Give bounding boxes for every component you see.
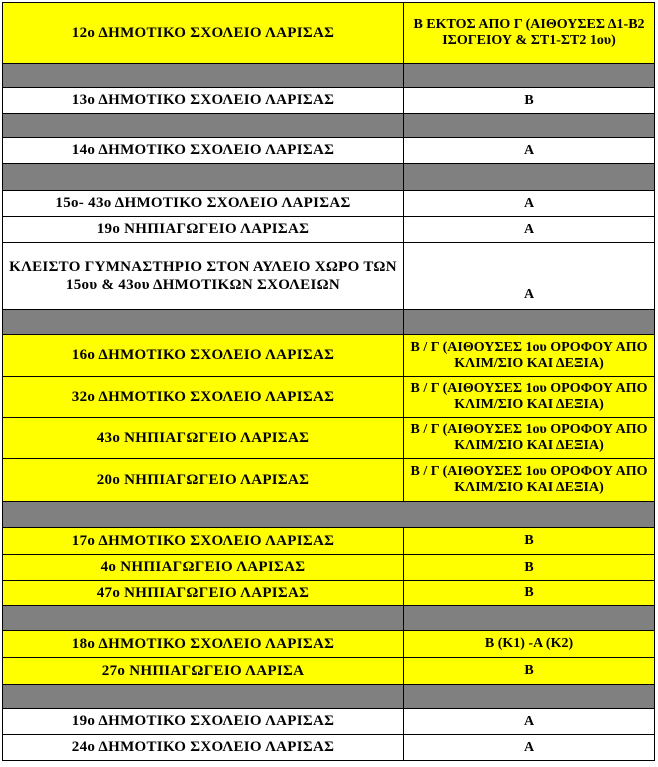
separator-row <box>2 164 655 191</box>
shift-cell <box>404 64 655 88</box>
shift-cell <box>404 164 655 191</box>
shift-cell: Α <box>404 217 655 243</box>
shift-cell: Β ΕΚΤΟΣ ΑΠΟ Γ (ΑΙΘΟΥΣΕΣ Δ1-Β2 ΙΣΟΓΕΙΟΥ & ΣΤ1-ΣΤ2 1ου) <box>404 2 655 64</box>
table-row <box>2 191 655 217</box>
table-row <box>2 377 655 418</box>
school-name-cell: 47ο ΝΗΠΙΑΓΩΓΕΙΟ ΛΑΡΙΣΑΣ <box>2 581 404 606</box>
table-row <box>2 555 655 581</box>
shift-cell: Α <box>404 138 655 164</box>
shift-cell: Β (Κ1) -Α (Κ2) <box>404 631 655 658</box>
table-row <box>2 2 655 64</box>
table-row <box>2 528 655 555</box>
school-name-cell: 27ο ΝΗΠΙΑΓΩΓΕΙΟ ΛΑΡΙΣΑ <box>2 658 404 685</box>
school-name-cell: 17ο ΔΗΜΟΤΙΚΟ ΣΧΟΛΕΙΟ ΛΑΡΙΣΑΣ <box>2 528 404 555</box>
shift-cell: Β <box>404 528 655 555</box>
school-name-cell <box>2 606 404 631</box>
shift-cell: Α <box>404 709 655 735</box>
shift-cell <box>404 685 655 709</box>
shift-cell: Β <box>404 658 655 685</box>
school-name-cell: 15ο- 43ο ΔΗΜΟΤΙΚΟ ΣΧΟΛΕΙΟ ΛΑΡΙΣΑΣ <box>2 191 404 217</box>
table-row <box>2 243 655 310</box>
separator-row <box>2 114 655 138</box>
school-name-cell: 13ο ΔΗΜΟΤΙΚΟ ΣΧΟΛΕΙΟ ΛΑΡΙΣΑΣ <box>2 88 404 114</box>
school-name-cell: 16ο ΔΗΜΟΤΙΚΟ ΣΧΟΛΕΙΟ ΛΑΡΙΣΑΣ <box>2 335 404 377</box>
shift-cell: Α <box>404 191 655 217</box>
shift-cell: Α <box>404 735 655 761</box>
school-name-cell <box>2 310 404 335</box>
separator-row <box>2 606 655 631</box>
school-name-cell: ΚΛΕΙΣΤΟ ΓΥΜΝΑΣΤΗΡΙΟ ΣΤΟΝ ΑΥΛΕΙΟ ΧΩΡΟ ΤΩΝ 15ου & 43ου ΔΗΜΟΤΙΚΩΝ ΣΧΟΛΕΙΩΝ <box>2 243 404 310</box>
table-row <box>2 735 655 761</box>
school-name-cell <box>2 164 404 191</box>
shift-cell: Β / Γ (ΑΙΘΟΥΣΕΣ 1ου ΟΡΟΦΟΥ ΑΠΟ ΚΛΙΜ/ΣΙΟ ΚΑΙ ΔΕΞΙΑ) <box>404 335 655 377</box>
school-name-cell: 14ο ΔΗΜΟΤΙΚΟ ΣΧΟΛΕΙΟ ΛΑΡΙΣΑΣ <box>2 138 404 164</box>
school-name-cell <box>2 685 404 709</box>
shift-cell: Α <box>404 243 655 310</box>
school-name-cell: 43ο ΝΗΠΙΑΓΩΓΕΙΟ ΛΑΡΙΣΑΣ <box>2 418 404 459</box>
school-name-cell: 12ο ΔΗΜΟΤΙΚΟ ΣΧΟΛΕΙΟ ΛΑΡΙΣΑΣ <box>2 2 404 64</box>
separator-row <box>2 502 655 528</box>
school-name-cell: 32ο ΔΗΜΟΤΙΚΟ ΣΧΟΛΕΙΟ ΛΑΡΙΣΑΣ <box>2 377 404 418</box>
shift-cell <box>404 606 655 631</box>
shift-cell: Β / Γ (ΑΙΘΟΥΣΕΣ 1ου ΟΡΟΦΟΥ ΑΠΟ ΚΛΙΜ/ΣΙΟ ΚΑΙ ΔΕΞΙΑ) <box>404 377 655 418</box>
table-row <box>2 631 655 658</box>
table-row <box>2 335 655 377</box>
shift-cell <box>404 310 655 335</box>
shift-cell: Β / Γ (ΑΙΘΟΥΣΕΣ 1ου ΟΡΟΦΟΥ ΑΠΟ ΚΛΙΜ/ΣΙΟ ΚΑΙ ΔΕΞΙΑ) <box>404 418 655 459</box>
table-row <box>2 138 655 164</box>
school-name-cell: 24ο ΔΗΜΟΤΙΚΟ ΣΧΟΛΕΙΟ ΛΑΡΙΣΑΣ <box>2 735 404 761</box>
schools-table <box>2 2 655 761</box>
table-row <box>2 581 655 606</box>
table-row <box>2 217 655 243</box>
shift-cell <box>404 114 655 138</box>
shift-cell: Β / Γ (ΑΙΘΟΥΣΕΣ 1ου ΟΡΟΦΟΥ ΑΠΟ ΚΛΙΜ/ΣΙΟ ΚΑΙ ΔΕΞΙΑ) <box>404 459 655 502</box>
separator-row <box>2 64 655 88</box>
shift-cell: Β <box>404 555 655 581</box>
table-row <box>2 709 655 735</box>
separator-row <box>2 685 655 709</box>
shift-cell: Β <box>404 581 655 606</box>
separator-cell <box>2 502 655 528</box>
school-name-cell: 19ο ΔΗΜΟΤΙΚΟ ΣΧΟΛΕΙΟ ΛΑΡΙΣΑΣ <box>2 709 404 735</box>
school-name-cell <box>2 64 404 88</box>
separator-row <box>2 310 655 335</box>
school-name-cell <box>2 114 404 138</box>
table-row <box>2 658 655 685</box>
shift-cell: Β <box>404 88 655 114</box>
school-name-cell: 20ο ΝΗΠΙΑΓΩΓΕΙΟ ΛΑΡΙΣΑΣ <box>2 459 404 502</box>
school-name-cell: 19ο ΝΗΠΙΑΓΩΓΕΙΟ ΛΑΡΙΣΑΣ <box>2 217 404 243</box>
school-name-cell: 4ο ΝΗΠΙΑΓΩΓΕΙΟ ΛΑΡΙΣΑΣ <box>2 555 404 581</box>
table-row <box>2 88 655 114</box>
table-row <box>2 418 655 459</box>
school-name-cell: 18ο ΔΗΜΟΤΙΚΟ ΣΧΟΛΕΙΟ ΛΑΡΙΣΑΣ <box>2 631 404 658</box>
table-row <box>2 459 655 502</box>
